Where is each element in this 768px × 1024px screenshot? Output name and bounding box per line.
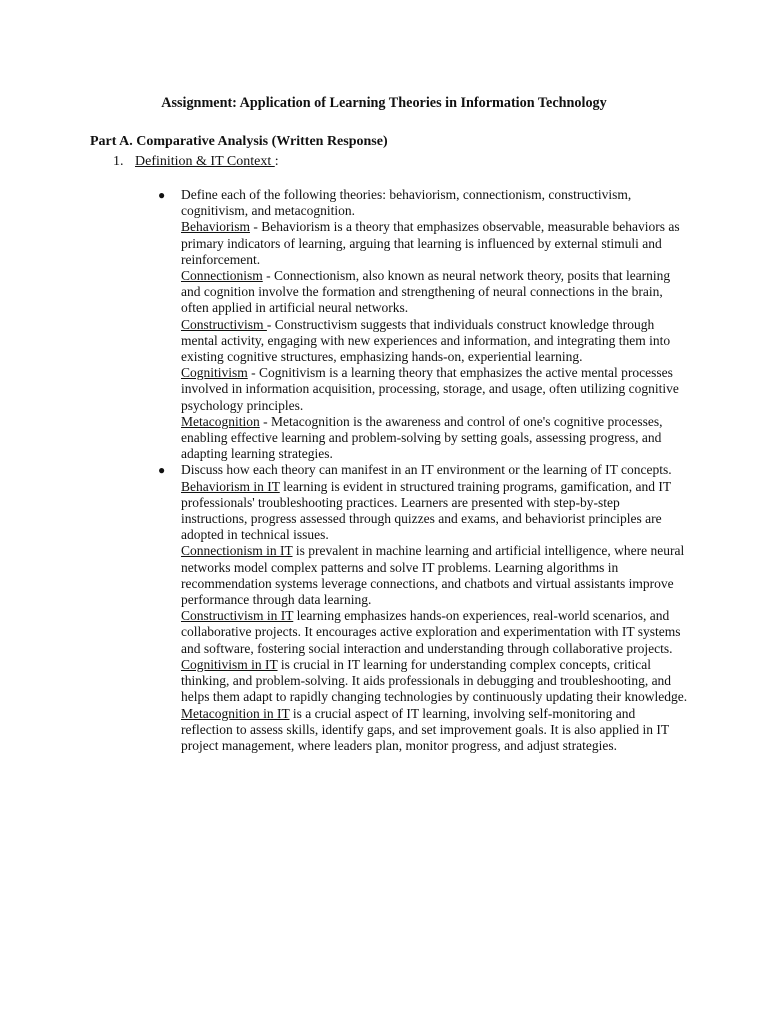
definition-term: Cognitivism [181, 365, 248, 381]
definition-term: Metacognition [181, 413, 260, 429]
it-text: learning is evident in structured training programs, gamification, and IT professionals' troubleshooting practices. Learners are presented with step-by-step instructions, progress assessed through quizzes and exams, and behaviorist principles are adopted in technical issues. [181, 478, 671, 543]
numbered-item-1 [113, 153, 279, 171]
bullet-intro: Define each of the following theories: behaviorism, connectionism, constructivism, cognitivism, and metacognition. [181, 187, 632, 219]
bullet-dot-icon: ● [158, 463, 166, 478]
bullet-it-manifestation [158, 462, 688, 754]
bullet-list [158, 187, 688, 754]
definition-text: - Behaviorism is a theory that emphasizes observable, measurable behaviors as primary indicators of learning, arguing that learning is influenced by external stimuli and reinforcement. [181, 219, 680, 267]
item-label-suffix: : [274, 154, 279, 169]
it-term: Behaviorism in IT [181, 478, 280, 494]
part-a-heading: Part A. Comparative Analysis (Written Response) [90, 134, 388, 149]
it-text: learning emphasizes hands-on experiences, real-world scenarios, and collaborative projects. It encourages active exploration and experimentation with IT systems and software, fostering social interaction and understanding through collaborative projects. [181, 608, 681, 656]
it-term: Constructivism in IT [181, 608, 294, 624]
it-entry [181, 608, 688, 657]
item-number: 1. [113, 154, 124, 169]
definition-term: Behaviorism [181, 219, 250, 235]
definition-term: Constructivism [181, 316, 267, 332]
definition-entry [181, 317, 688, 366]
it-entry [181, 706, 688, 755]
definition-entry [181, 414, 688, 463]
item-label: Definition & IT Context [135, 154, 275, 169]
definition-text: - Constructivism suggests that individuals construct knowledge through mental activity, engaging with new experiences and information, and integrating them into existing cognitive structures, emphasizing hands-on, experiential learning. [181, 316, 671, 365]
definition-term: Connectionism [181, 268, 263, 284]
it-term: Cognitivism in IT [181, 656, 278, 672]
bullet-define-theories [158, 187, 688, 462]
it-text: is a crucial aspect of IT learning, involving self-monitoring and reflection to assess skills, identify gaps, and set improvement goals. It is also applied in IT project management, where leaders plan, monitor progress, and adjust strategies. [181, 705, 669, 753]
definition-entry [181, 268, 688, 317]
it-text: is prevalent in machine learning and artificial intelligence, where neural networks model complex patterns and solve IT problems. Learning algorithms in recommendation systems leverage connections, and chatbots and virtual assistants improve performance through data learning. [181, 543, 685, 608]
definition-entry [181, 365, 688, 414]
it-entry [181, 479, 688, 544]
document-title: Assignment: Application of Learning Theories in Information Technology [161, 95, 607, 111]
bullet-dot-icon: ● [158, 188, 166, 202]
definition-text: - Cognitivism is a learning theory that emphasizes the active mental processes involved in information acquisition, processing, storage, and usage, often utilizing cognitive psychology principles. [181, 365, 679, 413]
definition-entry [181, 219, 688, 268]
it-entry [181, 543, 688, 608]
it-term: Metacognition in IT [181, 705, 290, 721]
definition-text: - Metacognition is the awareness and control of one's cognitive processes, enabling effective learning and problem-solving by setting goals, assessing progress, and adapting learning strategies. [181, 413, 663, 462]
definition-text: - Connectionism, also known as neural network theory, posits that learning and cognition involve the formation and strengthening of neural connections in the brain, often applied in artificial neural networks. [181, 268, 671, 316]
bullet-intro: Discuss how each theory can manifest in an IT environment or the learning of IT concepts. [181, 462, 672, 478]
it-text: is crucial in IT learning for understanding complex concepts, critical thinking, and problem-solving. It aids professionals in debugging and troubleshooting, and helps them adapt to rapidly changing technologies by continuously updating their knowledge. [181, 656, 688, 705]
it-term: Connectionism in IT [181, 543, 293, 559]
it-entry [181, 657, 688, 706]
